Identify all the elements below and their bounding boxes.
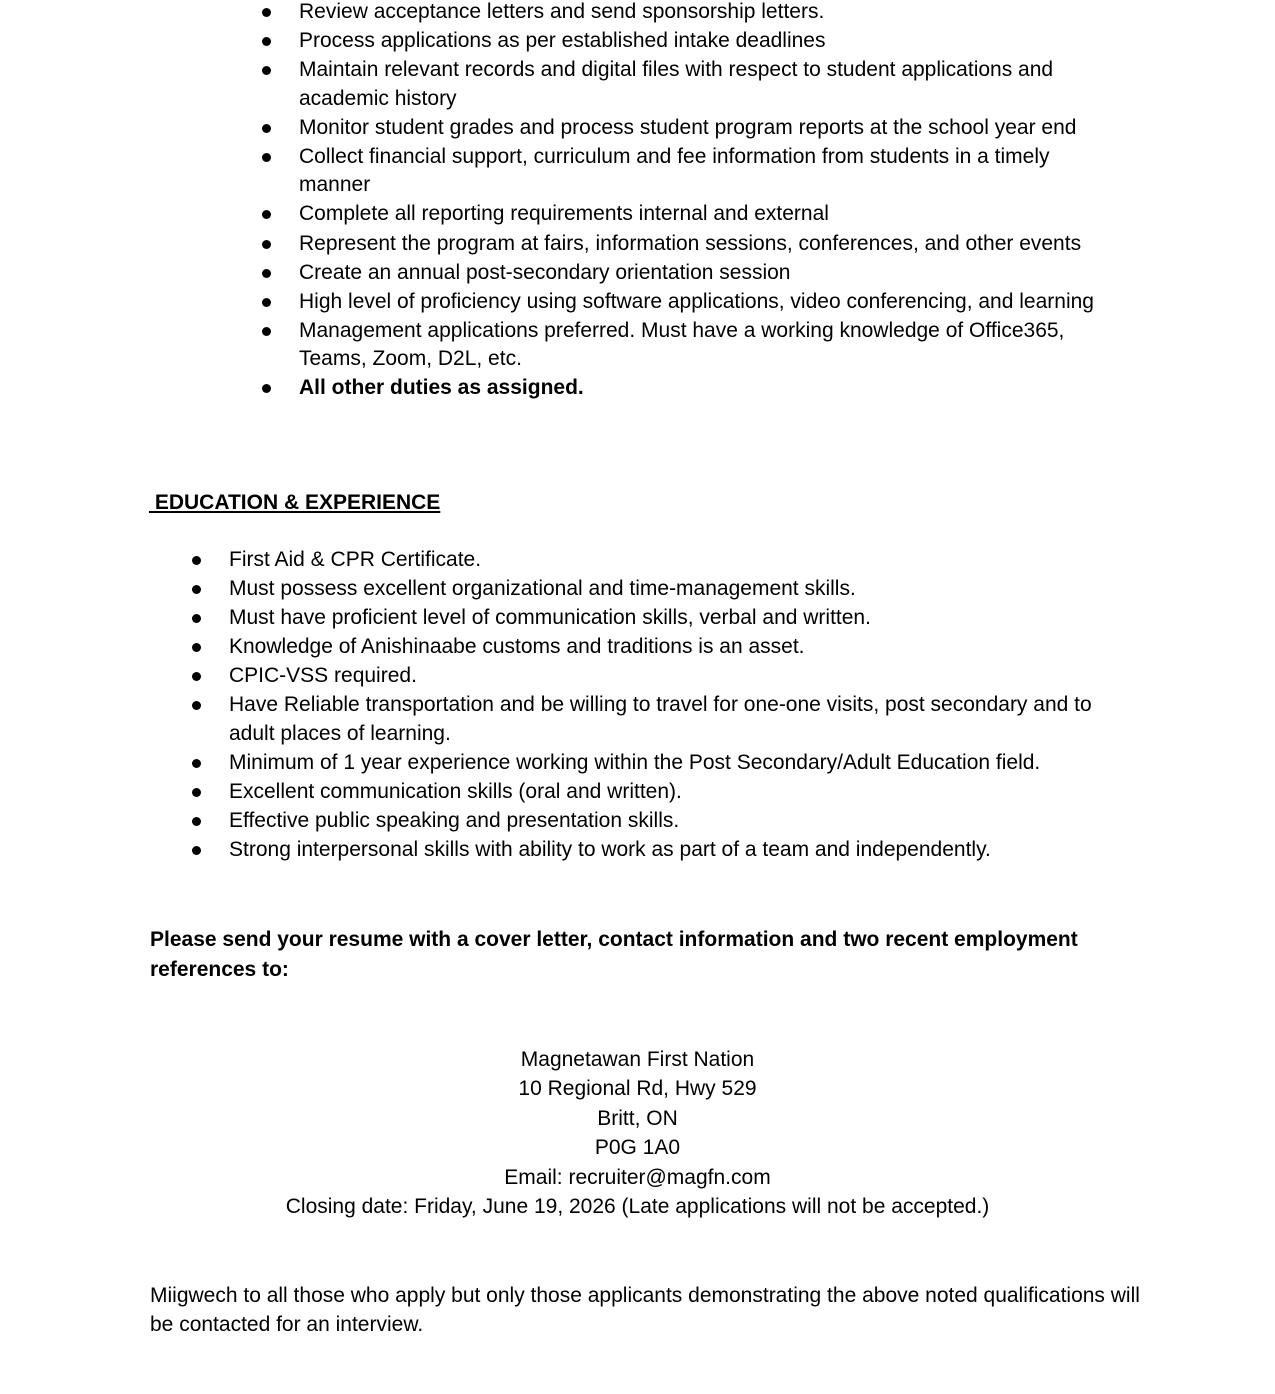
- list-item: Must possess excellent organizational and time-management skills.: [229, 575, 1109, 604]
- list-item: Review acceptance letters and send sponsorship letters.: [299, 0, 1099, 27]
- education-list: [0, 546, 1275, 865]
- list-item: Have Reliable transportation and be willing to travel for one-one visits, post secondary and to adult places of learning.: [229, 691, 1109, 748]
- postal-code: P0G 1A0: [594, 1136, 681, 1160]
- list-item: First Aid & CPR Certificate.: [229, 546, 1109, 575]
- street-address: 10 Regional Rd, Hwy 529: [518, 1077, 757, 1101]
- list-item: Complete all reporting requirements internal and external: [299, 200, 1099, 229]
- contact-email: Email: recruiter@magfn.com: [504, 1165, 771, 1189]
- list-item: Create an annual post-secondary orientation session: [299, 259, 1099, 288]
- list-item: Must have proficient level of communication skills, verbal and written.: [229, 604, 1109, 633]
- list-item: Process applications as per established intake deadlines: [299, 27, 1099, 56]
- list-item: Collect financial support, curriculum and fee information from students in a timely manner: [299, 143, 1099, 200]
- list-item: Effective public speaking and presentation skills.: [229, 807, 1109, 836]
- section-heading-education: EDUCATION & EXPERIENCE: [149, 491, 441, 514]
- list-item: Management applications preferred. Must have a working knowledge of Office365, Teams, Zoom, D2L, etc.: [299, 317, 1099, 374]
- list-item: CPIC-VSS required.: [229, 662, 1109, 691]
- duties-list: [0, 0, 1275, 404]
- list-item: Monitor student grades and process student program reports at the school year end: [299, 114, 1099, 143]
- list-item: Knowledge of Anishinaabe customs and traditions is an asset.: [229, 633, 1109, 662]
- list-item: All other duties as assigned.: [299, 374, 1099, 403]
- organization-name: Magnetawan First Nation: [520, 1048, 755, 1071]
- closing-date: Closing date: Friday, June 19, 2026 (Late applications will not be accepted.): [285, 1195, 990, 1219]
- city-province: Britt, ON: [597, 1106, 678, 1130]
- list-item: High level of proficiency using software applications, video conferencing, and learning: [299, 288, 1099, 317]
- list-item: Strong interpersonal skills with ability to work as part of a team and independently.: [229, 836, 1109, 865]
- list-item: Excellent communication skills (oral and written).: [229, 778, 1109, 807]
- application-instructions: Please send your resume with a cover letter, contact information and two recent employment references to:: [150, 928, 1078, 981]
- list-item: Represent the program at fairs, information sessions, conferences, and other events: [299, 230, 1099, 259]
- closing-note: Miigwech to all those who apply but only those applicants demonstrating the above noted qualifications will be contacted for an interview.: [150, 1284, 1140, 1336]
- list-item: Maintain relevant records and digital files with respect to student applications and academic history: [299, 56, 1099, 113]
- contact-address: [0, 1045, 1275, 1221]
- list-item: Minimum of 1 year experience working within the Post Secondary/Adult Education field.: [229, 749, 1109, 778]
